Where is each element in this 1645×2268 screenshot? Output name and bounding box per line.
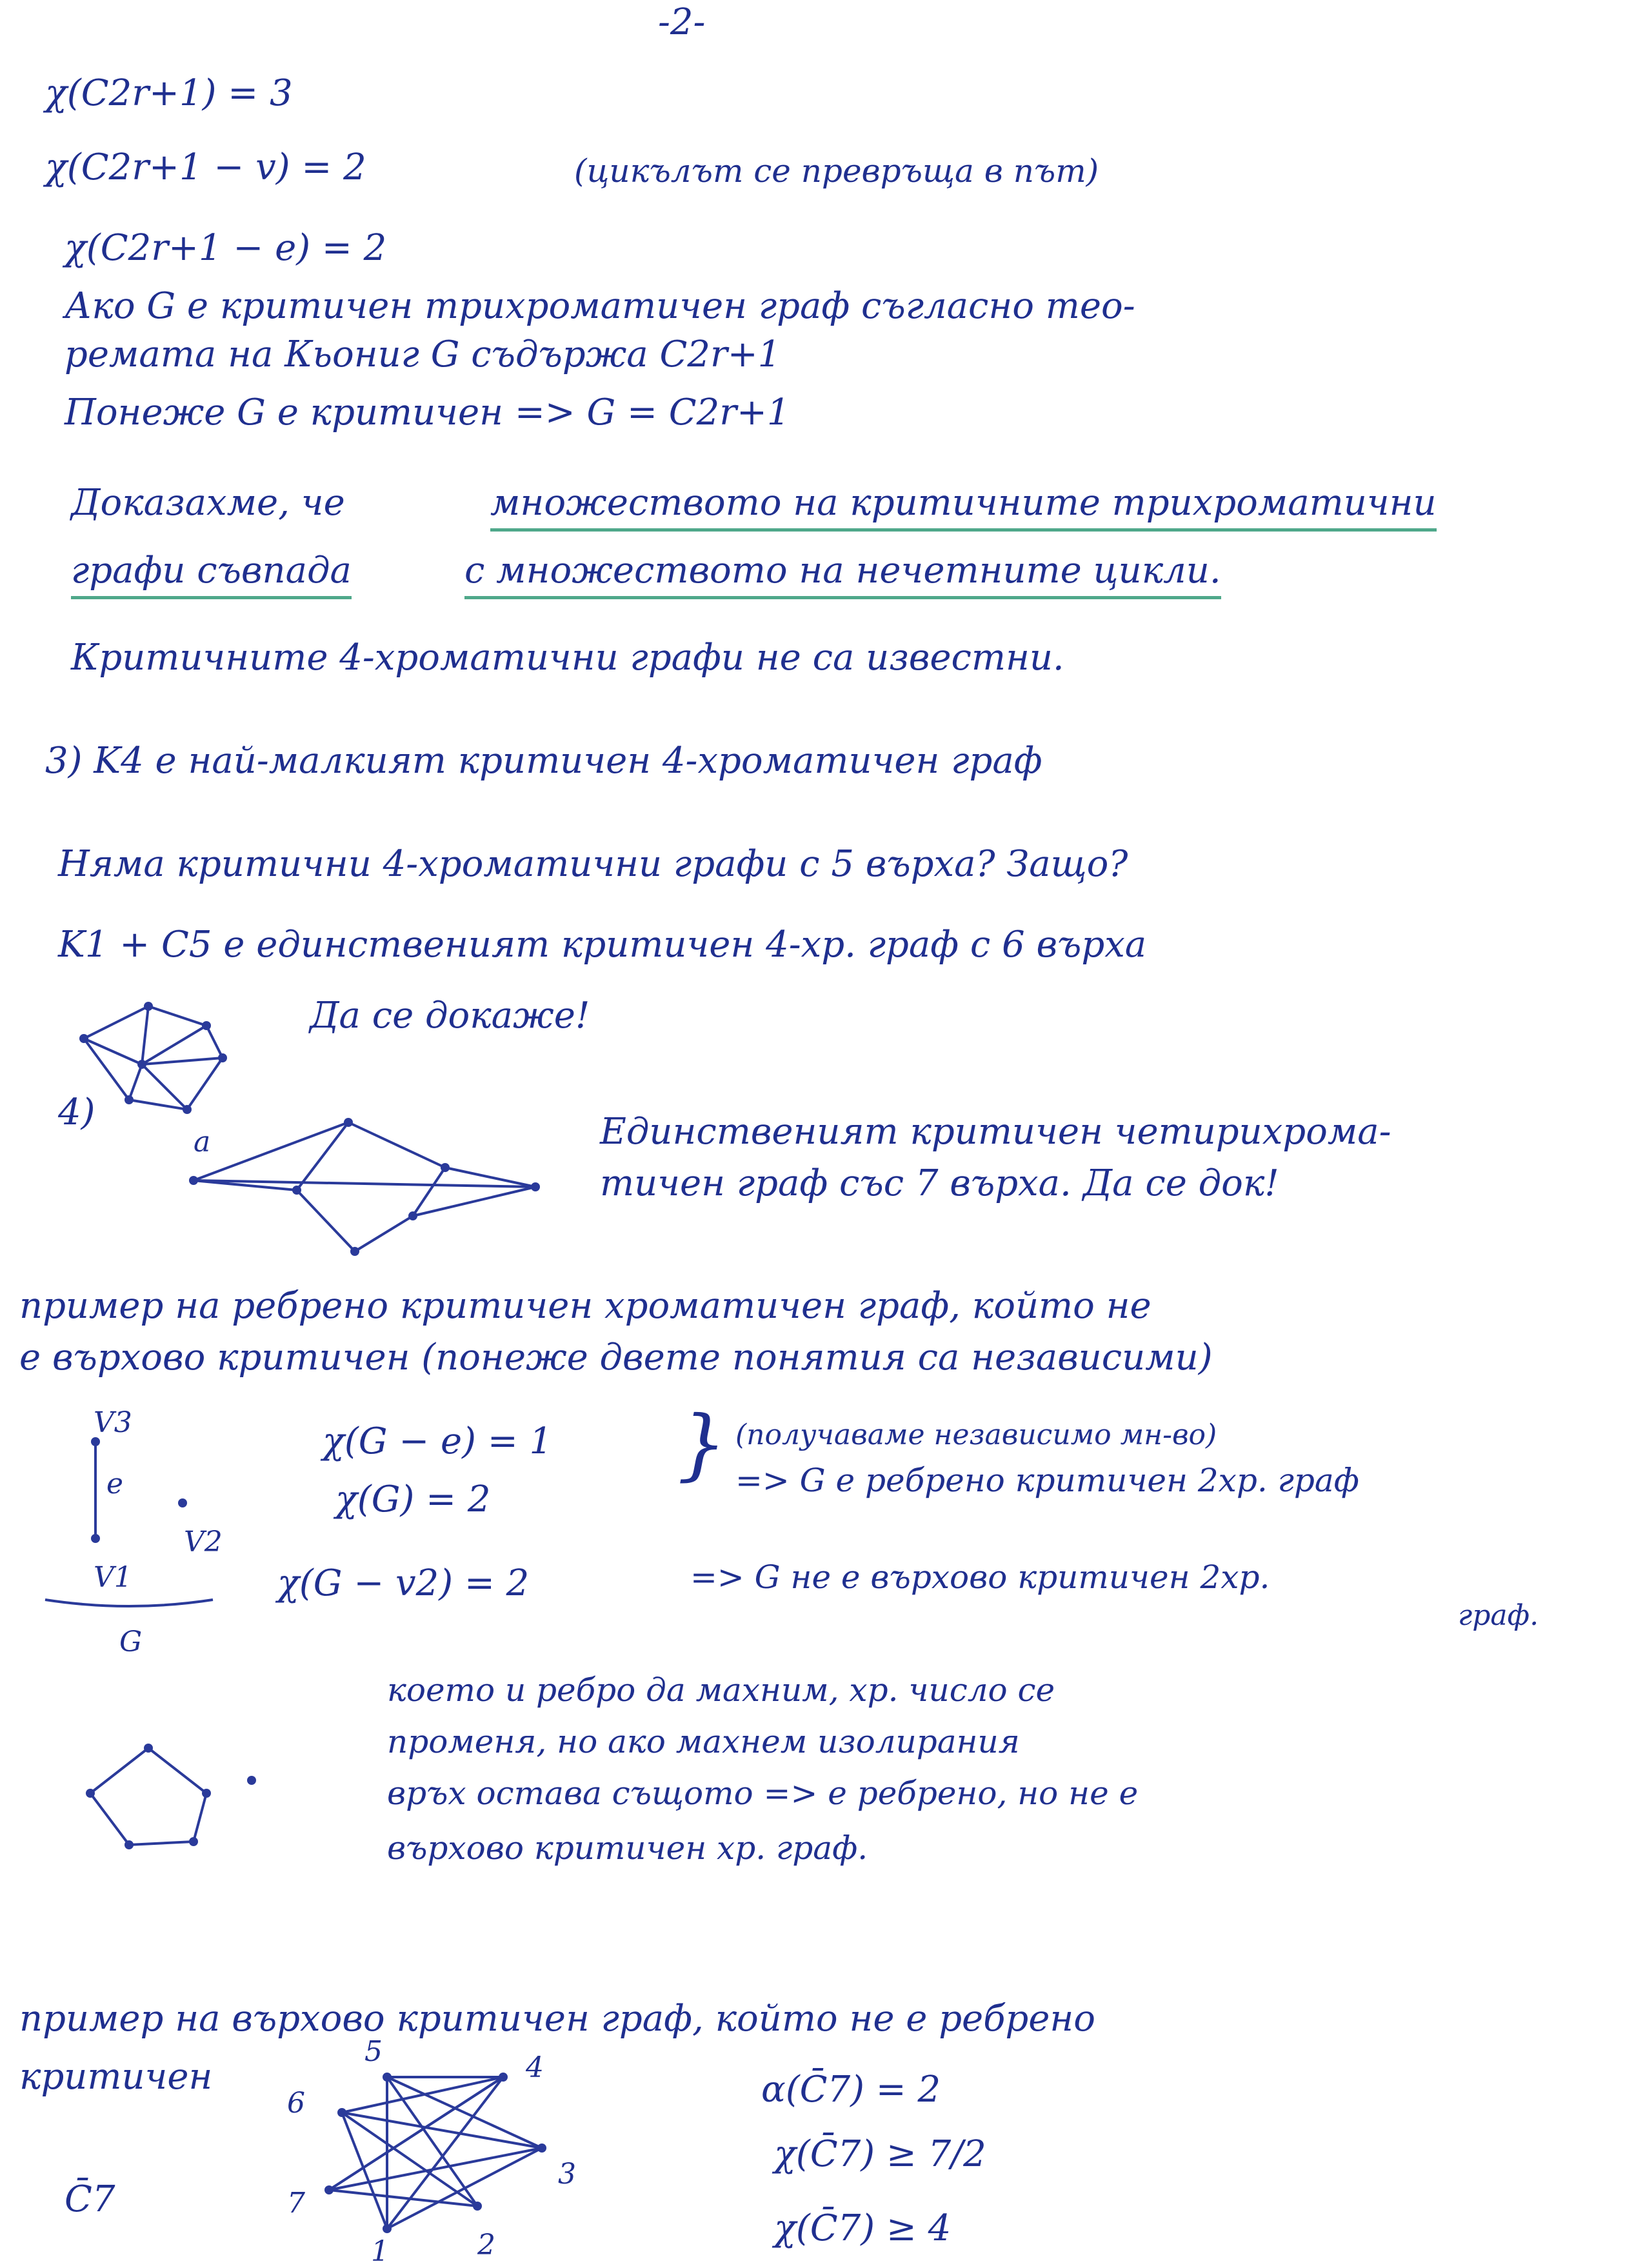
conclusion-1b: множеството на критичните трихроматични (490, 481, 1437, 532)
text-no-5-vertex: Няма критични 4-хроматични графи с 5 върха? Защо? (58, 843, 1128, 885)
conclusion-2a: графи съвпада (71, 548, 352, 599)
text-remove-edge-2: променя, но ако махнем изолирания (387, 1723, 1020, 1760)
note-not-vertex-critical: => G не е върхово критичен 2хр. (690, 1558, 1270, 1596)
conclusion-2b: с множеството на нечетните цикли. (464, 548, 1221, 599)
text-edge-critical-example-2: е върхово критичен (понеже двете понятия са независими) (19, 1337, 1213, 1378)
formula-chi-cycle: χ(C2r+1) = 3 (45, 72, 293, 114)
label-vertex-7: 7 (287, 2187, 305, 2220)
text-koenig-2: ремата на Кьониг G съдържа C2r+1 (65, 333, 781, 375)
formula-chi-g-minus-e: χ(G − e) = 1 (323, 1420, 553, 1462)
note-edge-critical: => G е ребрено критичен 2хр. граф (735, 1462, 1359, 1499)
text-prove: Да се докаже! (310, 995, 590, 1037)
label-vertex-4: 4 (526, 2051, 544, 2084)
formula-chi-c7bar-ge-4: χ(C̄7) ≥ 4 (774, 2207, 952, 2249)
label-vertex-3: 3 (558, 2158, 576, 2191)
label-v1: V1 (94, 1561, 132, 1594)
text-k1-c5: K1 + C5 е единственият критичен 4-хр. граф с 6 върха (58, 924, 1147, 966)
formula-chi-g: χ(G) = 2 (335, 1478, 491, 1520)
formula-chi-cycle-minus-e: χ(C2r+1 − e) = 2 (65, 227, 387, 269)
text-vertex-critical-example-1: пример на върхово критичен граф, който не е ребрено (19, 1998, 1095, 2040)
text-edge-critical-example-1: пример на ребрено критичен хроматичен граф, който не (19, 1285, 1152, 1327)
text-critical-equals-cycle: Понеже G е критичен => G = C2r+1 (65, 392, 790, 433)
text-koenig-1: Ако G е критичен трихроматичен граф съгласно тео- (65, 285, 1135, 327)
label-v3: V3 (94, 1406, 132, 1439)
label-v2: V2 (184, 1526, 223, 1558)
page-number: -2- (658, 1, 706, 43)
formula-chi-c7bar-ge-3-5: χ(C̄7) ≥ 7/2 (774, 2133, 986, 2175)
label-c7-complement: C̄7 (65, 2178, 115, 2220)
formula-chi-g-minus-v2: χ(G − v2) = 2 (277, 1562, 530, 1604)
item-3-k4: 3) K4 е най-малкият критичен 4-хроматичен граф (45, 740, 1042, 782)
text-vertex-critical-example-2: критичен (19, 2056, 213, 2098)
text-unique-7-vertex-2: тичен граф със 7 върха. Да се док! (600, 1162, 1279, 1204)
label-G: G (119, 1626, 143, 1658)
conclusion-1a: Доказахме, че (71, 482, 345, 524)
note-independent-set: (получаваме независимо мн-во) (735, 1418, 1217, 1451)
label-vertex-2: 2 (477, 2229, 495, 2262)
label-e: e (106, 1467, 124, 1500)
label-vertex-6: 6 (287, 2087, 305, 2120)
text-remove-edge-1: което и ребро да махним, хр. число се (387, 1671, 1055, 1709)
label-vertex-1: 1 (371, 2235, 389, 2268)
note-graph: граф. (1458, 1599, 1539, 1632)
formula-alpha-c7bar: α(C̄7) = 2 (761, 2069, 941, 2111)
note-cycle-to-path: (цикълът се превръща в път) (574, 152, 1099, 190)
brace: } (677, 1400, 727, 1489)
formula-chi-cycle-minus-v: χ(C2r+1 − v) = 2 (45, 146, 366, 188)
text-remove-edge-3: връх остава същото => е ребрено, но не е (387, 1775, 1139, 1812)
label-vertex-5: 5 (364, 2035, 383, 2068)
text-unique-7-vertex-1: Единственият критичен четирихрома- (600, 1111, 1391, 1153)
text-remove-edge-4: върхово критичен хр. граф. (387, 1829, 868, 1867)
label-a: a (194, 1126, 211, 1159)
text-4chromatic-unknown: Критичните 4-хроматични графи не са известни. (71, 637, 1064, 679)
item-4-number: 4) (58, 1091, 95, 1133)
complement-c7-edges (329, 2077, 542, 2229)
